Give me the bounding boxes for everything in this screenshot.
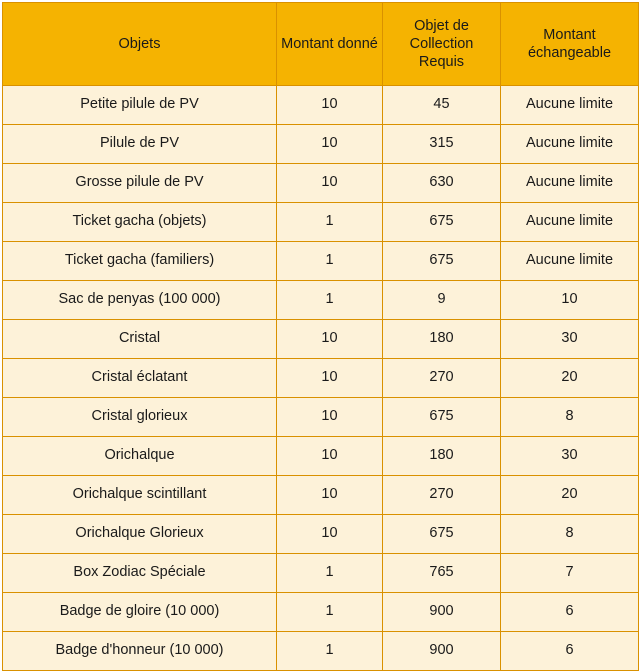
cell-montant-echangeable: 20 [501,359,639,398]
cell-objet-requis: 900 [383,632,501,671]
cell-objet: Cristal glorieux [3,398,277,437]
table-row [3,164,639,203]
cell-objet: Petite pilule de PV [3,86,277,125]
cell-montant-echangeable: Aucune limite [501,242,639,281]
cell-montant-donne: 1 [277,554,383,593]
table-row [3,359,639,398]
cell-objet-requis: 900 [383,593,501,632]
cell-objet: Orichalque Glorieux [3,515,277,554]
table-body [3,86,639,671]
cell-montant-echangeable: Aucune limite [501,125,639,164]
cell-montant-donne: 1 [277,242,383,281]
cell-objet: Pilule de PV [3,125,277,164]
cell-objet-requis: 675 [383,398,501,437]
table-row [3,281,639,320]
column-header-objet-requis: Objet de Collection Requis [383,3,501,86]
column-header-montant-echangeable: Montant échangeable [501,3,639,86]
cell-montant-echangeable: 10 [501,281,639,320]
column-header-montant-donne: Montant donné [277,3,383,86]
cell-objet: Cristal [3,320,277,359]
cell-montant-echangeable: Aucune limite [501,164,639,203]
table-header-row [3,3,639,86]
cell-objet: Cristal éclatant [3,359,277,398]
cell-montant-donne: 10 [277,398,383,437]
cell-objet: Orichalque [3,437,277,476]
cell-objet-requis: 180 [383,320,501,359]
table-row [3,515,639,554]
cell-montant-donne: 1 [277,593,383,632]
table-row [3,632,639,671]
cell-objet: Grosse pilule de PV [3,164,277,203]
table-row [3,437,639,476]
cell-montant-echangeable: 6 [501,593,639,632]
cell-objet: Ticket gacha (familiers) [3,242,277,281]
reward-table [2,2,639,671]
cell-montant-echangeable: Aucune limite [501,86,639,125]
cell-objet-requis: 675 [383,242,501,281]
cell-montant-donne: 10 [277,359,383,398]
table-row [3,554,639,593]
cell-objet-requis: 315 [383,125,501,164]
cell-montant-echangeable: 30 [501,320,639,359]
reward-table-container [0,2,640,671]
cell-objet-requis: 675 [383,515,501,554]
table-header [3,3,639,86]
cell-objet-requis: 9 [383,281,501,320]
cell-objet-requis: 270 [383,359,501,398]
cell-objet: Badge de gloire (10 000) [3,593,277,632]
cell-montant-donne: 10 [277,437,383,476]
cell-montant-echangeable: 8 [501,515,639,554]
cell-montant-donne: 1 [277,632,383,671]
table-row [3,242,639,281]
cell-montant-echangeable: 6 [501,632,639,671]
table-row [3,86,639,125]
cell-montant-donne: 10 [277,320,383,359]
table-row [3,398,639,437]
cell-objet: Box Zodiac Spéciale [3,554,277,593]
cell-montant-echangeable: 20 [501,476,639,515]
cell-montant-echangeable: 7 [501,554,639,593]
cell-objet-requis: 675 [383,203,501,242]
cell-montant-donne: 10 [277,86,383,125]
cell-montant-echangeable: Aucune limite [501,203,639,242]
cell-montant-echangeable: 8 [501,398,639,437]
cell-objet: Badge d'honneur (10 000) [3,632,277,671]
cell-objet-requis: 630 [383,164,501,203]
table-row [3,320,639,359]
cell-montant-donne: 1 [277,203,383,242]
table-row [3,125,639,164]
cell-objet-requis: 765 [383,554,501,593]
table-row [3,476,639,515]
cell-montant-echangeable: 30 [501,437,639,476]
cell-montant-donne: 10 [277,164,383,203]
cell-montant-donne: 1 [277,281,383,320]
column-header-objets: Objets [3,3,277,86]
cell-montant-donne: 10 [277,476,383,515]
cell-objet-requis: 180 [383,437,501,476]
cell-objet-requis: 45 [383,86,501,125]
cell-objet-requis: 270 [383,476,501,515]
table-row [3,593,639,632]
cell-objet: Ticket gacha (objets) [3,203,277,242]
cell-montant-donne: 10 [277,515,383,554]
cell-objet: Sac de penyas (100 000) [3,281,277,320]
cell-objet: Orichalque scintillant [3,476,277,515]
cell-montant-donne: 10 [277,125,383,164]
table-row [3,203,639,242]
